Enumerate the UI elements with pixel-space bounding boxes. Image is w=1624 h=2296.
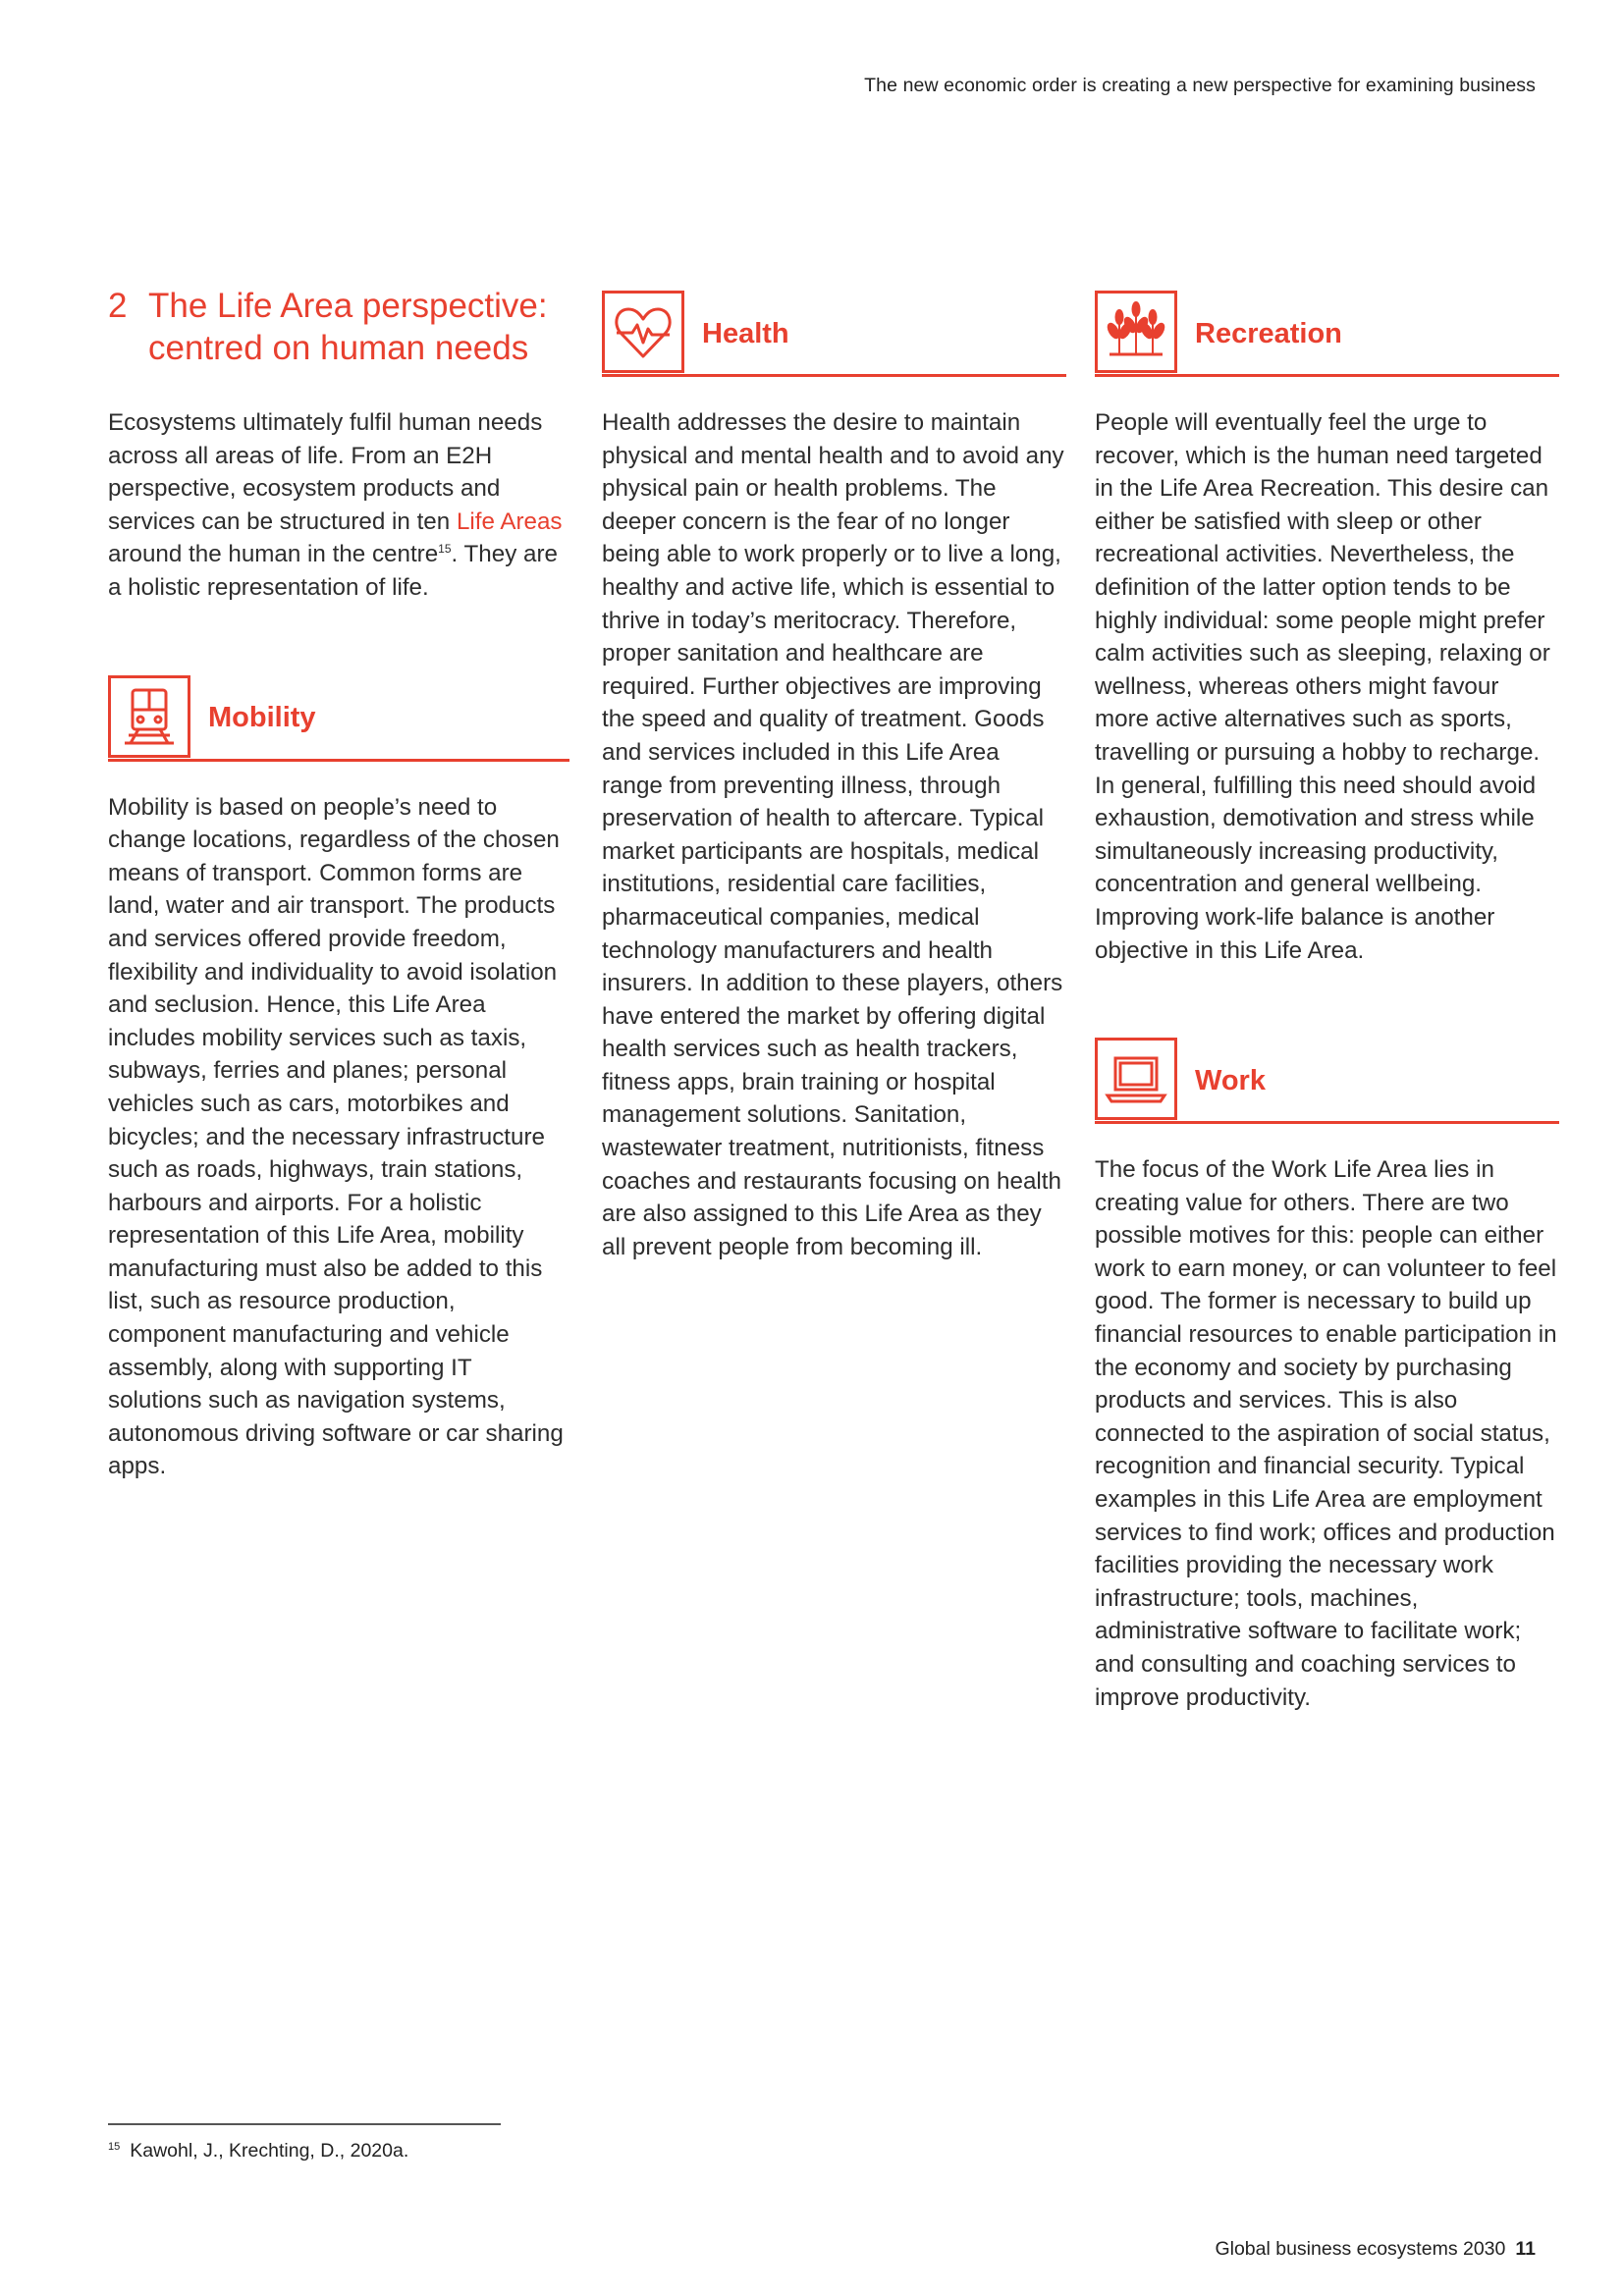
recreation-body: People will eventually feel the urge to recover, which is the human need targeted in the Life Area Recreation. This desire can either be satisfied with sleep or other recreational activities. Nevertheless, the definition of the latter option tends to be highly individual: some people might prefer calm activities such as sleeping, relaxing or wellness, whereas others might favour more active alternatives such as sports, travelling or pursuing a hobby to recharge. In general, fulfilling this need should avoid exhaustion, demotivation and stress while simultaneously increasing productivity, concentration and general wellbeing. Improving work-life balance is another objective in this Life Area. <box>1095 409 1550 964</box>
column-middle <box>602 287 1066 1263</box>
health-title: Health <box>702 317 789 349</box>
divider <box>108 759 569 762</box>
column-right <box>1095 287 1559 1714</box>
section-number: 2 <box>108 287 128 325</box>
work-header <box>1095 1034 1559 1124</box>
health-body: Health addresses the desire to maintain physical and mental health and to avoid any physical pain or health problems. The deeper concern is the fear of no longer being able to work properly or to live a long, healthy and active life, which is essential to thrive in today’s meritocracy. Therefore, proper sanitation and healthcare are required. Further objectives are improving the speed and quality of treatment. Goods and services included in this Life Area range from preventing illness, through preservation of health to aftercare. Typical market participants are hospitals, medical institutions, residential care facilities, pharmaceutical companies, medical technology manufacturers and health insurers. In addition to these players, others have entered the market by offering digital health services such as health trackers, fitness apps, brain training or hospital management solutions. Sanitation, wastewater treatment, nutritionists, fitness coaches and restaurants focusing on health are also assigned to this Life Area as they all prevent people from becoming ill. <box>602 409 1064 1260</box>
footnote-ref[interactable]: 15 <box>438 542 452 557</box>
heart-pulse-icon <box>602 291 684 373</box>
footnote-number: 15 <box>108 2140 121 2153</box>
column-left <box>108 285 569 1483</box>
mobility-header <box>108 671 569 762</box>
train-icon <box>108 675 190 758</box>
divider <box>602 374 1066 377</box>
mobility-body: Mobility is based on people’s need to change locations, regardless of the chosen means of transport. Common forms are land, water and air transport. The products and services offered provide freedom, flexibility and individuality to avoid isolation and seclusion. Hence, this Life Area includes mobility services such as taxis, subways, ferries and planes; personal vehicles such as cars, motorbikes and bicycles; and the necessary infrastructure such as roads, highways, train stations, harbours and airports. For a holistic representation of this Life Area, mobility manufacturing must also be added to this list, such as resource production, component manufacturing and vehicle assembly, along with supporting IT solutions such as navigation systems, autonomous driving software or car sharing apps. <box>108 793 564 1480</box>
page-number: 11 <box>1515 2238 1536 2260</box>
recreation-title: Recreation <box>1195 317 1342 349</box>
mobility-title: Mobility <box>208 702 316 734</box>
footnote <box>108 2140 408 2163</box>
work-title: Work <box>1195 1064 1266 1096</box>
footnote-divider <box>108 2123 501 2125</box>
section-title: The Life Area perspective: centred on human needs <box>148 287 548 367</box>
page-footer <box>1215 2238 1536 2261</box>
health-header <box>602 287 1066 377</box>
divider <box>1095 374 1559 377</box>
life-areas-link[interactable]: Life Areas <box>456 507 563 535</box>
recreation-header <box>1095 287 1559 377</box>
divider <box>1095 1121 1559 1124</box>
laptop-icon <box>1095 1038 1177 1120</box>
intro-paragraph: Ecosystems ultimately fulfil human needs across all areas of life. From an E2H perspective, ecosystem products and services can be structured in ten Life Areas around the human in the centre$^{15}$. They are a holistic representation of life. <box>108 409 563 601</box>
footnote-text: Kawohl, J., Krechting, D., 2020a. <box>130 2140 409 2162</box>
plants-icon <box>1095 291 1177 373</box>
footer-title: Global business ecosystems 2030 <box>1215 2238 1506 2260</box>
work-body: The focus of the Work Life Area lies in creating value for others. There are two possible motives for this: people can either work to earn money, or can volunteer to feel good. The former is necessary to build up financial resources to enable participation in the economy and society by purchasing products and services. This is also connected to the aspiration of social status, recognition and financial security. Typical examples in this Life Area are employment services to find work; offices and production facilities providing the necessary work infrastructure; tools, machines, administrative software to facilitate work; and consulting and coaching services to improve productivity. <box>1095 1156 1557 1711</box>
running-header: The new economic order is creating a new perspective for examining business <box>864 75 1536 96</box>
page-title <box>108 285 569 369</box>
